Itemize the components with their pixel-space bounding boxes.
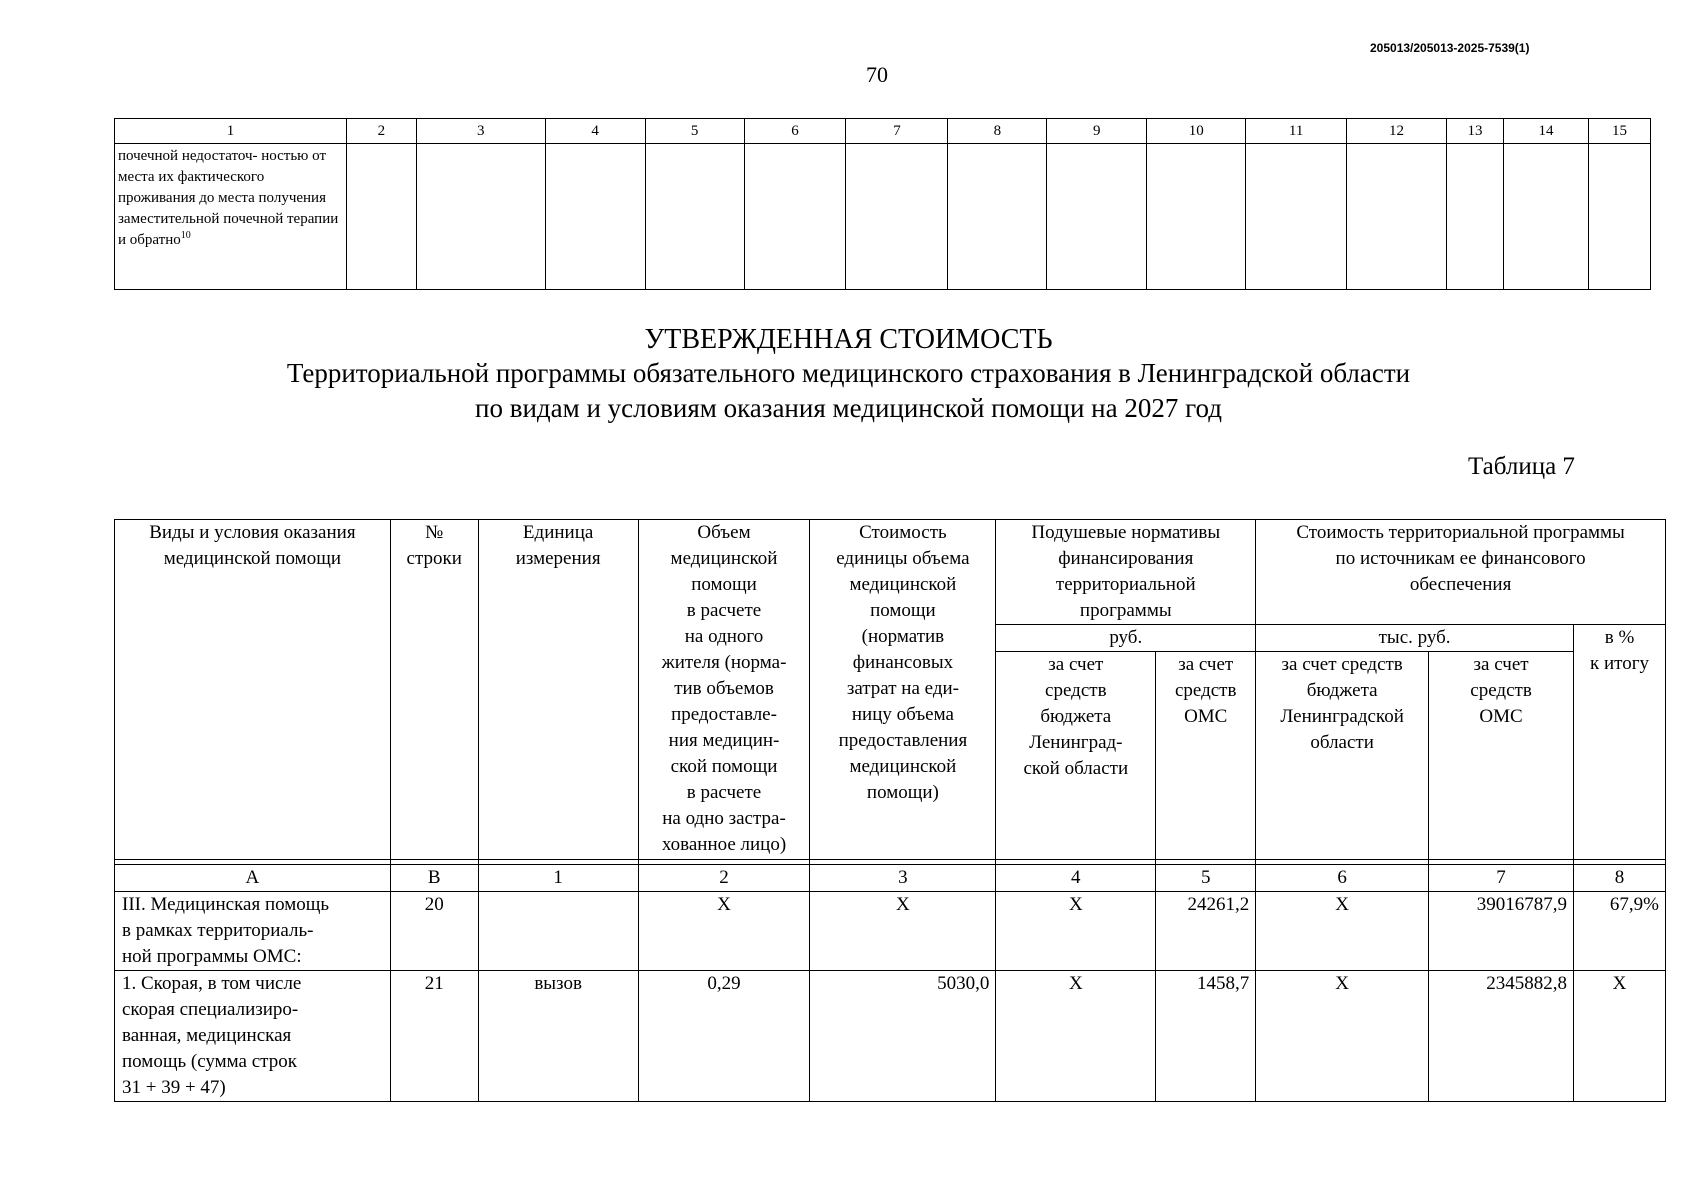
document-id: 205013/205013-2025-7539(1) [1370,41,1530,55]
column-number: 12 [1347,119,1447,144]
column-number: 13 [1447,119,1504,144]
row-number: 21 [390,971,478,1102]
header-program-cost: Стоимость территориальной программы по источникам ее финансового обеспечения [1256,520,1666,625]
column-number: 5 [645,119,744,144]
row-label-text: почечной недостаточ- ностью от места их фактического проживания до места получения заместительной почечной терапии и обратно [118,148,339,248]
header-row-number: № строки [390,520,478,860]
row-unit [478,892,638,971]
column-code: А [115,865,391,892]
header-oms-thousand: за счет средств ОМС [1429,652,1574,860]
header-volume: Объем медицинской помощи в расчете на одного жителя (норма- тив объемов предоставле- ния медицин- ской помощи в расчете на одно застра- хованное лицо) [638,520,810,860]
empty-cell [545,144,645,290]
row-oms-thousand: 39016787,9 [1429,892,1574,971]
table-row [115,892,1666,971]
empty-cell [1347,144,1447,290]
table-row [115,971,1666,1102]
row-name: 1. Скорая, в том числе скорая специализиро- ванная, медицинская помощь (сумма строк 31 + 39 + 47) [115,971,391,1102]
row-name: III. Медицинская помощь в рамках территориаль- ной программы ОМС: [115,892,391,971]
column-number: 4 [545,119,645,144]
header-per-capita: Подушевые нормативы финансирования территориальной программы [996,520,1256,625]
footnote-marker: 10 [180,230,191,241]
header-unit: Единица измерения [478,520,638,860]
row-oms-thousand: 2345882,8 [1429,971,1574,1102]
empty-cell [1447,144,1504,290]
header-thousand-rub: тыс. руб. [1256,625,1574,652]
empty-cell [1588,144,1650,290]
header-cost-per-unit: Стоимость единицы объема медицинской помощи (норматив финансовых затрат на еди- ницу объема предоставления медицинской помощи) [810,520,996,860]
document-subtitle-line1: Территориальной программы обязательного медицинского страхования в Ленинградской области [286,358,1411,388]
header-budget-lo-thousand: за счет средств бюджета Ленинградской области [1256,652,1429,860]
row-budget-thousand: Х [1256,971,1429,1102]
column-number: 14 [1503,119,1588,144]
column-number: 15 [1588,119,1650,144]
row-cost-per-unit: 5030,0 [810,971,996,1102]
empty-cell [346,144,416,290]
column-number: 7 [846,119,948,144]
empty-cell [1047,144,1147,290]
row-budget-rub: Х [996,971,1156,1102]
empty-cell [948,144,1047,290]
empty-cell [645,144,744,290]
table-label: Таблица 7 [1468,453,1575,480]
continuation-table [114,118,1651,290]
empty-cell [1246,144,1347,290]
row-budget-rub: Х [996,892,1156,971]
column-code-row [115,865,1666,892]
column-number: 3 [416,119,545,144]
cost-table [114,519,1666,1102]
header-rub: руб. [996,625,1256,652]
document-title: УТВЕРЖДЕННАЯ СТОИМОСТЬ [644,324,1053,355]
row-percent: 67,9% [1574,892,1666,971]
column-code: В [390,865,478,892]
column-number: 8 [948,119,1047,144]
column-number: 2 [346,119,416,144]
header-row [115,520,1666,625]
column-code: 4 [996,865,1156,892]
column-number: 9 [1047,119,1147,144]
column-code: 8 [1574,865,1666,892]
row-oms-rub: 1458,7 [1156,971,1256,1102]
column-number: 6 [744,119,846,144]
header-budget-lo: за счет средств бюджета Ленинград- ской области [996,652,1156,860]
row-budget-thousand: Х [1256,892,1429,971]
column-code: 1 [478,865,638,892]
column-code: 7 [1429,865,1574,892]
column-code: 5 [1156,865,1256,892]
row-cost-per-unit: Х [810,892,996,971]
column-number-row [115,119,1651,144]
empty-cell [1503,144,1588,290]
row-volume: Х [638,892,810,971]
header-types: Виды и условия оказания медицинской помощи [115,520,391,860]
column-code: 3 [810,865,996,892]
row-unit: вызов [478,971,638,1102]
empty-cell [416,144,545,290]
empty-cell [1147,144,1246,290]
row-number: 20 [390,892,478,971]
document-subtitle-line2: по видам и условиям оказания медицинской помощи на 2027 год [475,393,1222,423]
empty-cell [744,144,846,290]
column-code: 2 [638,865,810,892]
column-number: 10 [1147,119,1246,144]
column-number: 11 [1246,119,1347,144]
column-number: 1 [115,119,347,144]
row-volume: 0,29 [638,971,810,1102]
row-oms-rub: 24261,2 [1156,892,1256,971]
column-code: 6 [1256,865,1429,892]
header-oms-rub: за счет средств ОМС [1156,652,1256,860]
empty-cell [846,144,948,290]
page-number: 70 [866,62,888,87]
table-row [115,144,1651,290]
continued-row-label [115,144,347,290]
row-percent: Х [1574,971,1666,1102]
header-percent: в % к итогу [1574,625,1666,860]
